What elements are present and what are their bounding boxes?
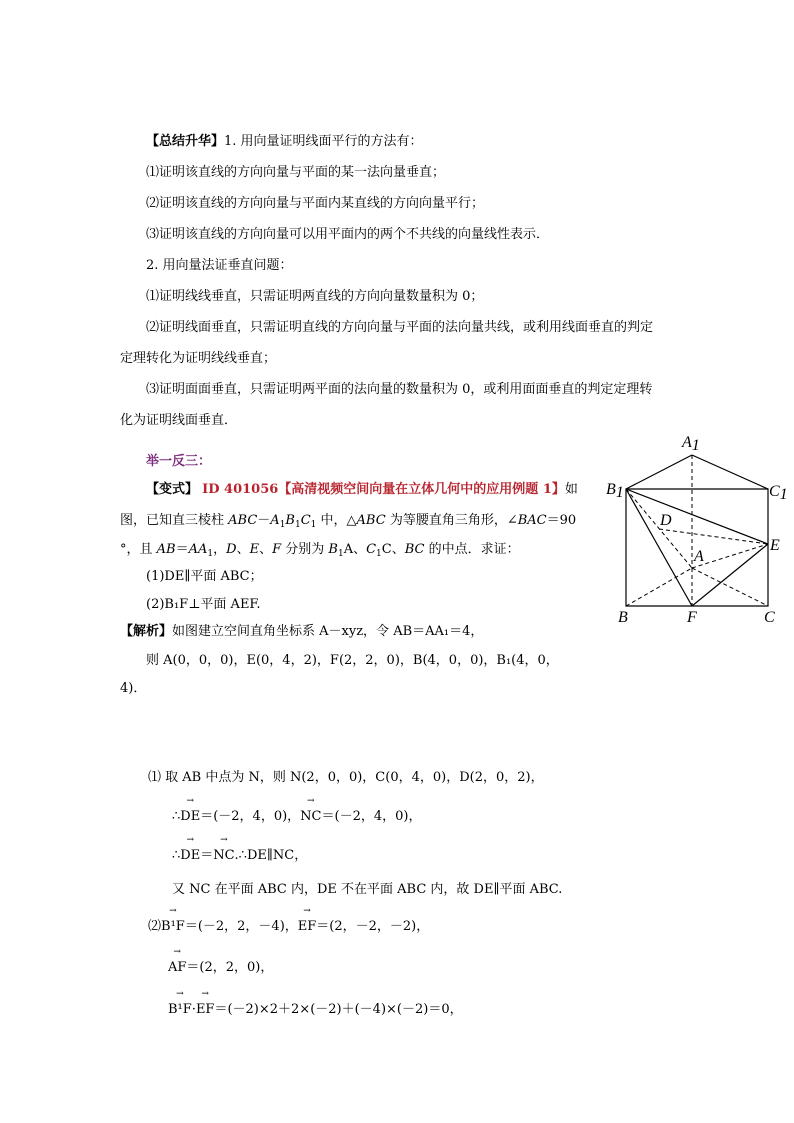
variant-tag: 【变式】 [146, 482, 199, 497]
q-sub: 1 [207, 549, 214, 559]
q-text: A、 [343, 542, 367, 557]
video-reference: ID 401056【高清视频空间向量在立体几何中的应用例题 1】 [202, 482, 565, 497]
summary-item-3: ⑶证明该直线的方向向量可以用平面内的两个不共线的向量线性表示． [146, 227, 550, 242]
q-italic: B [328, 542, 338, 557]
prove-part-1: (1)DE∥平面 ABC； [146, 569, 263, 584]
q-text: － [257, 513, 271, 528]
solution-line-1 [120, 623, 483, 641]
q-italic: AB [156, 542, 176, 557]
step-text: .∴DE∥NC， [234, 848, 308, 863]
step-7 [168, 1001, 463, 1019]
step-text: ＝(2，2，0)， [186, 960, 274, 975]
vector-AF: → AF [168, 959, 186, 977]
step-text: ＝(－2，4，0)， [200, 809, 301, 824]
prove-part-2: (2)B₁F⊥平面 AEF. [146, 597, 261, 612]
vector-DE: → DE [180, 808, 200, 826]
q-text: ＝90 [546, 513, 577, 528]
q-sub: 1 [337, 549, 344, 559]
q-italic: B [285, 513, 295, 528]
q-sub: 1 [279, 520, 286, 530]
summary-title-2: 2. 用向量法证垂直问题： [146, 258, 293, 273]
q-text: 的中点．求证： [424, 542, 520, 557]
solution-heading: 【解析】 [120, 624, 173, 639]
vector-B1F: → B¹F [161, 918, 185, 936]
summary2-item-1: ⑴证明线线垂直，只需证明两直线的方向向量数量积为 0； [146, 289, 484, 304]
dot-operator: · [191, 1002, 196, 1017]
q-sub: 1 [310, 520, 317, 530]
step-text: ＝(2，－2，－2)， [316, 919, 430, 934]
q-italic: C [366, 542, 377, 557]
label-D: D [660, 512, 672, 529]
label-B1: B1 [606, 481, 624, 501]
q-sub: 1 [376, 549, 382, 559]
step-2 [172, 808, 421, 826]
step-1: ⑴ 取 AB 中点为 N，则 N(2，0，0)，C(0，4，0)，D(2，0，2)， [148, 770, 544, 785]
q-text: 为等腰直角三角形，∠ [385, 513, 518, 528]
summary-title: 1. 用向量证明线面平行的方法有： [224, 134, 423, 149]
summary-item-2: ⑵证明该直线的方向向量与平面内某直线的方向向量平行； [146, 196, 485, 211]
q-text: ＝ [175, 542, 189, 557]
q-sub: 1 [294, 520, 301, 530]
step-3 [172, 847, 307, 865]
vector-NC: → NC [300, 808, 321, 826]
variant-line [146, 481, 578, 499]
step-6 [168, 959, 273, 977]
example-heading: 举一反三： [146, 454, 212, 469]
edge-B1E [626, 489, 768, 544]
q-italic: AA [188, 542, 208, 557]
edge-BA [626, 568, 692, 606]
label-C1: C1 [769, 483, 788, 503]
q-italic: C [300, 513, 311, 528]
step-label: ⑵ [148, 919, 162, 934]
vector-EF: → EF [298, 918, 317, 936]
step-5 [148, 918, 429, 936]
q-italic: A [270, 513, 280, 528]
summary2-item-2-cont: 定理转化为证明线线垂直； [120, 351, 277, 366]
summary2-item-3-cont: 化为证明线面垂直． [120, 413, 238, 428]
question-line-3 [120, 541, 520, 563]
step-text: ＝ [200, 848, 214, 863]
q-text: ， [213, 542, 227, 557]
question-line-2 [120, 512, 576, 534]
solution-text: 如图建立空间直角坐标系 A－xyz，令 AB＝AA₁＝4， [172, 624, 484, 639]
summary2-item-3: ⑶证明面面垂直，只需证明两平面的法向量的数量积为 0，或利用面面垂直的判定定理转 [146, 382, 653, 397]
vector-B1F: → B¹F [168, 1001, 192, 1019]
q-text: 、 [236, 542, 250, 557]
question-text-1: 如 [564, 482, 578, 497]
solution-line-2: 则 A(0，0，0)，E(0，4，2)，F(2，2，0)，B(4，0，0)，B₁(4，0， [146, 653, 559, 668]
label-C: C [764, 609, 775, 626]
label-B: B [618, 609, 628, 626]
step-4: 又 NC 在平面 ABC 内，DE 不在平面 ABC 内，故 DE∥平面 ABC. [172, 882, 563, 897]
step-text: ＝(－2，4，0)， [321, 809, 422, 824]
q-text: 、 [259, 542, 273, 557]
label-E: E [770, 537, 780, 554]
step-text: ＝(－2)×2＋2×(－2)＋(－4)×(－2)＝0， [214, 1002, 463, 1017]
vector-DE: → DE [180, 847, 200, 865]
edge-DE [659, 529, 768, 544]
q-text: °，且 [120, 542, 157, 557]
q-text: 中，△ [316, 513, 357, 528]
q-italic: ABC [228, 513, 258, 528]
summary-heading: 【总结升华】 [146, 134, 225, 149]
q-italic: E [249, 542, 260, 557]
q-italic: BC [404, 542, 425, 557]
summary2-item-2: ⑵证明线面垂直，只需证明直线的方向向量与平面的法向量共线，或利用线面垂直的判定 [146, 320, 654, 335]
therefore-symbol: ∴ [172, 809, 181, 824]
solution-line-3: 4)． [120, 681, 147, 696]
summary-item-1: ⑴证明该直线的方向向量与平面的某一法向量垂直； [146, 165, 446, 180]
label-A: A [694, 548, 704, 565]
q-italic: F [272, 542, 282, 557]
q-italic: ABC [356, 513, 386, 528]
q-text: C、 [381, 542, 405, 557]
edge-B1F [626, 489, 692, 606]
vector-NC: → NC [213, 847, 234, 865]
label-A1: A1 [682, 434, 700, 454]
q-italic: D [226, 542, 237, 557]
summary-title-line [146, 133, 423, 151]
edge-A1C1 [692, 455, 768, 489]
edge-B1A1 [626, 455, 692, 489]
edge-AC [692, 568, 768, 606]
vector-EF: → EF [196, 1001, 215, 1019]
q-text: 图，已知直三棱柱 [120, 513, 229, 528]
edge-B1A [626, 489, 692, 568]
q-italic: BAC [517, 513, 547, 528]
step-text: ＝(－2，2，－4)， [184, 919, 298, 934]
therefore-symbol: ∴ [172, 848, 181, 863]
prism-figure [600, 426, 794, 626]
q-text: 分别为 [281, 542, 329, 557]
label-F: F [687, 609, 697, 626]
